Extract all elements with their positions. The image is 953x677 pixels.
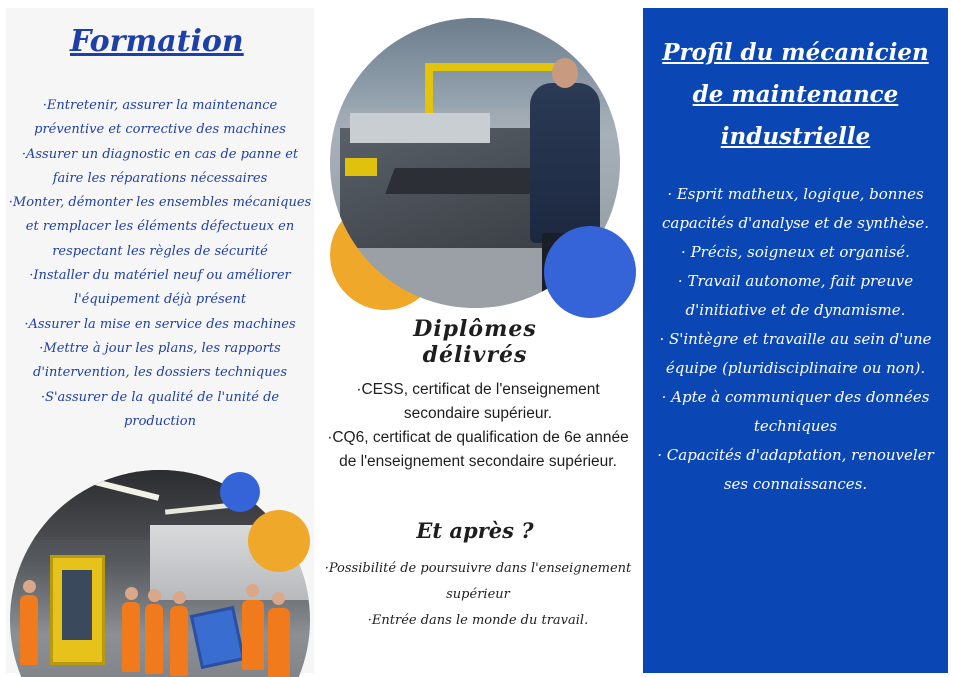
diplome-item: ·CESS, certificat de l'enseignement secondaire supérieur. xyxy=(356,381,600,422)
profil-title: Profil du mécanicien de maintenance industrielle xyxy=(662,39,929,150)
profil-item: · Esprit matheux, logique, bonnes capacités d'analyse et de synthèse. xyxy=(661,185,929,232)
formation-item: ·Entretenir, assurer la maintenance préventive et corrective des machines xyxy=(34,98,286,138)
formation-item: ·Mettre à jour les plans, les rapports d'intervention, les dossiers techniques xyxy=(33,340,287,381)
diplome-item: ·CQ6, certificat de qualification de 6e année de l'enseignement secondaire supérieur. xyxy=(327,429,629,470)
diplomes-list xyxy=(318,378,638,474)
formation-list xyxy=(6,94,314,434)
apres-list xyxy=(318,556,638,634)
workshop-group-photo xyxy=(10,470,310,677)
decorative-circle-orange xyxy=(248,510,310,572)
formation-item: ·S'assurer de la qualité de l'unité de production xyxy=(40,389,280,429)
diplomes-title: Diplômes délivrés xyxy=(413,316,537,368)
profil-item: · Capacités d'adaptation, renouveler ses connaissances. xyxy=(657,446,934,493)
profil-panel xyxy=(643,8,948,673)
decorative-circle-blue xyxy=(544,226,636,318)
apres-title: Et après ? xyxy=(416,518,534,543)
apres-item: ·Possibilité de poursuivre dans l'enseignement supérieur xyxy=(324,561,632,602)
formation-item: ·Monter, démonter les ensembles mécaniques et remplacer les éléments défectueux en respectant les règles de sécurité xyxy=(8,195,312,259)
apres-item: ·Entrée dans le monde du travail. xyxy=(367,613,589,628)
profil-list xyxy=(643,180,948,499)
profil-item: · S'intègre et travaille au sein d'une équipe (pluridisciplinaire ou non). xyxy=(659,330,932,377)
profil-item: · Travail autonome, fait preuve d'initiative et de dynamisme. xyxy=(677,272,914,319)
decorative-circle-blue xyxy=(220,472,260,512)
formation-item: ·Assurer la mise en service des machines xyxy=(24,316,296,332)
formation-item: ·Assurer un diagnostic en cas de panne et faire les réparations nécessaires xyxy=(21,146,299,186)
formation-item: ·Installer du matériel neuf ou améliorer l'équipement déjà présent xyxy=(29,268,291,308)
profil-item: · Apte à communiquer des données techniques xyxy=(661,388,930,435)
formation-title: Formation xyxy=(70,24,244,59)
profil-item: · Précis, soigneux et organisé. xyxy=(681,243,910,261)
